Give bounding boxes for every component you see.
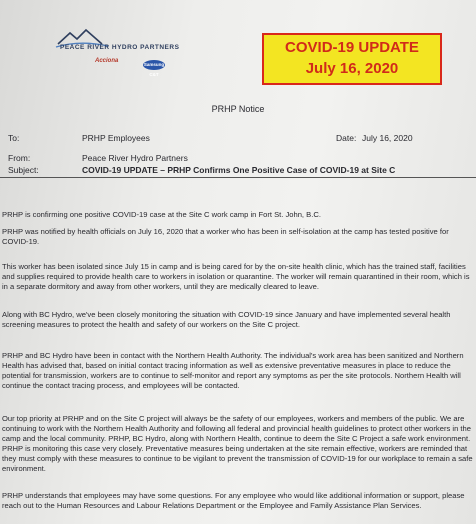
paragraph-6: Our top priority at PRHP and on the Site C project will always be the safety of our employees, workers and members of the public. We are continuing to work with the Northern Health Authority and following all federal and provincial health guidelines to protect other workers in the camp and the local community. PRHP, BC Hydro, along with Northern Health, continue to deem the Site C Project a safe work environment. PRHP is monitoring this case very closely. Preventative measures being undertaken at the site remain effective, workers are reminded that they must comply with these measures to continue to be vigilant to prevent the transmission of COVID-19 for our workplace to remain a safe environment.	[2, 414, 473, 473]
paragraph-2: PRHP was notified by health officials on July 16, 2020 that a worker who has been in self-isolation at the camp has tested positive for COVID-19.	[2, 227, 449, 246]
header-divider	[0, 177, 476, 178]
to-value: PRHP Employees	[82, 133, 150, 143]
subject-value: COVID-19 UPDATE – PRHP Confirms One Positive Case of COVID-19 at Site C	[82, 165, 396, 175]
banner-title: COVID-19 UPDATE	[285, 39, 419, 56]
company-name: PEACE RIVER HYDRO PARTNERS	[60, 44, 180, 51]
paragraph-5: PRHP and BC Hydro have been in contact with the Northern Health Authority. The individual's work area has been sanitized and Northern Health has advised that, based on initial contact tracing information as well as extensive preventative measures in place to reduce the potential for transmission, workers are to continue to self-monitor and report any symptoms as per the site protocols. Northern Health will continue the contact tracing process, and employees will be contacted.	[2, 351, 464, 390]
paragraph-1: PRHP is confirming one positive COVID-19 case at the Site C work camp in Fort St. John, B.C.	[2, 210, 321, 219]
paragraph-4: Along with BC Hydro, we've been closely monitoring the situation with COVID-19 since January and have implemented several health screening measures to protect the health and safety of our workers on the Site C project.	[2, 310, 451, 329]
partner-logo-samsung: Samsung C&T	[143, 62, 165, 77]
from-value: Peace River Hydro Partners	[82, 153, 188, 163]
to-label: To:	[8, 133, 20, 143]
paragraph-7: PRHP understands that employees may have some questions. For any employee who would like additional information or support, please reach out to the Human Resources and Labour Relations Department or the Employee and Family Assistance Plan Services.	[2, 491, 465, 510]
partner-logo-acciona: Acciona	[95, 58, 119, 64]
covid-update-banner	[262, 33, 442, 85]
notice-title: PRHP Notice	[211, 104, 265, 114]
banner-date: July 16, 2020	[305, 60, 399, 77]
paragraph-3: This worker has been isolated since July 15 in camp and is being cared for by the on-site health clinic, which has the trained staff, facilities and supplies required to provide health care to workers in isolation or quarantine. The worker will remain quarantined in their room, which is in a separate dormitory and away from other workers, until they are medically cleared to leave.	[2, 262, 470, 291]
subject-label: Subject:	[8, 165, 39, 175]
date-value: July 16, 2020	[362, 133, 413, 143]
date-label: Date:	[336, 133, 357, 143]
from-label: From:	[8, 153, 31, 163]
